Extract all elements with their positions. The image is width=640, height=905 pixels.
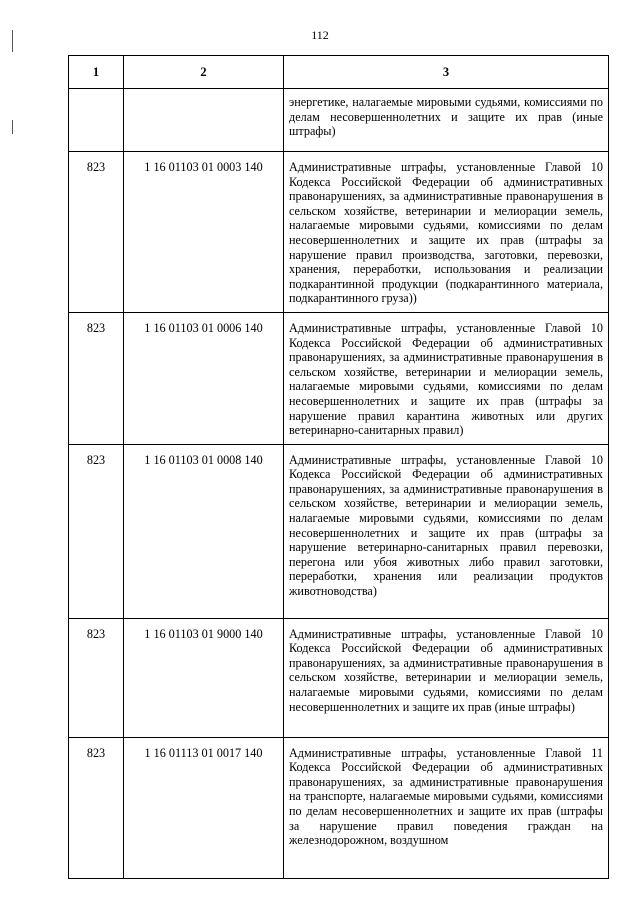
table-row [69,152,609,313]
description-cell: Административные штрафы, установленные Главой 11 Кодекса Российской Федерации об административных правонарушениях, за административные правонарушения на транспорте, налагаемые мировыми судьями, комиссиями по делам несовершеннолетних и защите их прав (штрафы за нарушение правил поведения граждан на железнодорожном, воздушном [284,737,609,878]
admin-code-cell: 823 [69,737,124,878]
table-row-continuation [69,89,609,152]
page-number: 112 [311,28,329,42]
table-header-row [69,56,609,89]
budget-code-cell: 1 16 01103 01 9000 140 [124,618,284,737]
budget-code-cell: 1 16 01103 01 0003 140 [124,152,284,313]
description-cell: Административные штрафы, установленные Главой 10 Кодекса Российской Федерации об административных правонарушениях, за административные правонарушения в сельском хозяйстве, ветеринарии и мелиорации земель, налагаемые мировыми судьями, комиссиями по делам несовершеннолетних и защите их прав (штрафы за нарушение ветеринарно-санитарных правил перевозки, перегона или убоя животных либо правил заготовки, переработки, хранения или реализации продуктов животноводства) [284,444,609,618]
table-row [69,618,609,737]
scan-edge-mark [12,120,13,134]
table-row [69,312,609,444]
column-header-2: 2 [124,56,284,89]
admin-code-cell: 823 [69,312,124,444]
description-cell: энергетике, налагаемые мировыми судьями, комиссиями по делам несовершеннолетних и защите их прав (иные штрафы) [284,89,609,152]
budget-code-cell: 1 16 01103 01 0006 140 [124,312,284,444]
description-cell: Административные штрафы, установленные Главой 10 Кодекса Российской Федерации об административных правонарушениях, за административные правонарушения в сельском хозяйстве, ветеринарии и мелиорации земель, налагаемые мировыми судьями, комиссиями по делам несовершеннолетних и защите их прав (штрафы за нарушение правил карантина животных или других ветеринарно-санитарных правил) [284,312,609,444]
budget-code-cell: 1 16 01113 01 0017 140 [124,737,284,878]
admin-code-cell [69,89,124,152]
column-header-1: 1 [69,56,124,89]
scan-edge-mark [12,30,13,52]
table-row [69,444,609,618]
description-cell: Административные штрафы, установленные Главой 10 Кодекса Российской Федерации об административных правонарушениях, за административные правонарушения в сельском хозяйстве, ветеринарии и мелиорации земель, налагаемые мировыми судьями, комиссиями по делам несовершеннолетних и защите их прав (штрафы за нарушение правил производства, заготовки, перевозки, хранения, переработки, использования и реализации подкарантинной продукции (подкарантинного материала, подкарантинного груза)) [284,152,609,313]
admin-code-cell: 823 [69,618,124,737]
description-cell: Административные штрафы, установленные Главой 10 Кодекса Российской Федерации об административных правонарушениях, за административные правонарушения в сельском хозяйстве, ветеринарии и мелиорации земель, налагаемые мировыми судьями, комиссиями по делам несовершеннолетних и защите их прав (иные штрафы) [284,618,609,737]
budget-codes-table [68,55,609,879]
budget-code-cell: 1 16 01103 01 0008 140 [124,444,284,618]
table-row [69,737,609,878]
admin-code-cell: 823 [69,444,124,618]
budget-code-cell [124,89,284,152]
admin-code-cell: 823 [69,152,124,313]
column-header-3: 3 [284,56,609,89]
